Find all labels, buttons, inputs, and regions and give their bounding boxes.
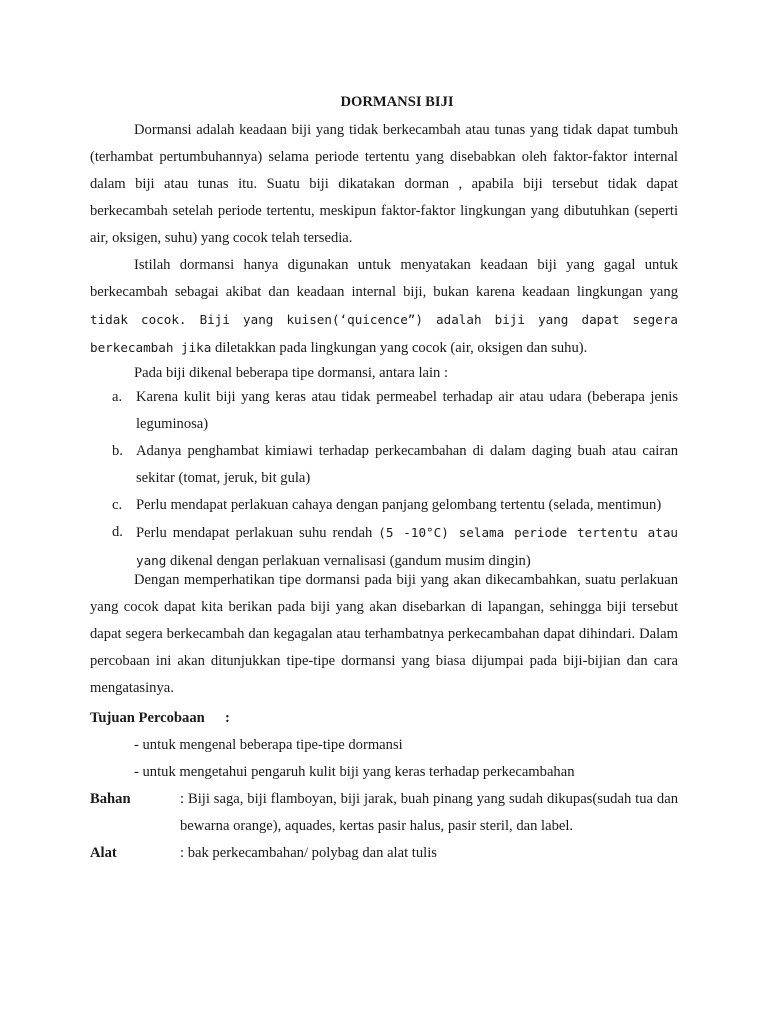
paragraph-types-intro: Pada biji dikenal beberapa tipe dormansi, antara lain : — [134, 365, 449, 381]
list-item — [90, 438, 678, 492]
dormancy-type-list — [90, 384, 678, 575]
tujuan-heading — [90, 705, 678, 732]
bahan-value: : Biji saga, biji flamboyan, biji jarak, buah pinang yang sudah dikupas(sudah tua dan bewarna orange), aquades, kertas pasir halus, pasir steril, dan label. — [180, 791, 678, 834]
list-item — [90, 492, 678, 519]
list-item: - untuk mengenal beberapa tipe-tipe dormansi — [134, 737, 403, 753]
alat-value: : bak perkecambahan/ polybag dan alat tulis — [180, 845, 437, 861]
bahan-row — [90, 786, 678, 840]
list-marker: c. — [112, 497, 123, 513]
list-marker: d. — [112, 524, 123, 540]
alat-label: Alat — [90, 845, 117, 861]
bahan-label: Bahan — [90, 791, 131, 807]
tujuan-colon: : — [225, 710, 230, 726]
paragraph-definition: Dormansi adalah keadaan biji yang tidak berkecambah atau tunas yang tidak dapat tumbuh (terhambat pertumbuhannya) selama periode tertentu yang disebabkan oleh faktor-faktor internal dalam biji atau tunas itu. Suatu biji dikatakan dorman , apabila biji tersebut tidak dapat berkecambah setelah periode tertentu, meskipun faktor-faktor lingkungan yang dibutuhkan (seperti air, oksigen, suhu) yang cocok telah tersedia. — [90, 122, 678, 246]
tujuan-list — [134, 732, 678, 786]
paragraph-istilah-part3: diletakkan pada lingkungan yang cocok (air, oksigen dan suhu). — [214, 340, 588, 356]
paragraph-istilah-part1: Istilah dormansi hanya digunakan untuk menyatakan keadaan biji yang gagal untuk berkecambah sebagai akibat dan keadaan internal biji, bukan karena keadaan lingkungan yang — [90, 257, 678, 300]
list-item-text: Adanya penghambat kimiawi terhadap perkecambahan di dalam daging buah atau cairan sekitar (tomat, jeruk, bit gula) — [136, 443, 678, 486]
paragraph-conclusion: Dengan memperhatikan tipe dormansi pada biji yang akan dikecambahkan, suatu perlakuan yang cocok dapat kita berikan pada biji yang akan disebarkan di lapangan, sehingga biji tersebut dapat segera berkecambah dan kegagalan atau terhambatnya perkecambahan dapat dihindari. Dalam percobaan ini akan ditunjukkan tipe-tipe dormansi yang biasa dijumpai pada biji-bijian dan cara mengatasinya. — [90, 572, 678, 696]
list-item-text-part3: dikenal dengan perlakuan vernalisasi (gandum musim dingin) — [170, 553, 531, 569]
list-item — [90, 384, 678, 438]
list-item: - untuk mengetahui pengaruh kulit biji yang keras terhadap perkecambahan — [134, 764, 575, 780]
list-item-text-part2: (5 -10°C) selama periode tertentu atau yang — [136, 525, 678, 568]
paragraph-istilah — [90, 252, 678, 362]
list-item-text: Karena kulit biji yang keras atau tidak permeabel terhadap air atau udara (beberapa jenis leguminosa) — [136, 389, 678, 432]
list-marker: a. — [112, 389, 123, 405]
list-item-text-part1: Perlu mendapat perlakuan suhu rendah — [136, 525, 373, 541]
tujuan-label: Tujuan Percobaan — [90, 710, 205, 726]
list-marker: b. — [112, 443, 123, 459]
list-item-text: Perlu mendapat perlakuan cahaya dengan panjang gelombang tertentu (selada, mentimun) — [136, 497, 662, 513]
paragraph-istilah-part2: tidak cocok. Biji yang kuisen(‘quicence”) adalah biji yang dapat segera berkecambah jika — [90, 312, 678, 355]
document-title: DORMANSI BIJI — [340, 94, 454, 110]
